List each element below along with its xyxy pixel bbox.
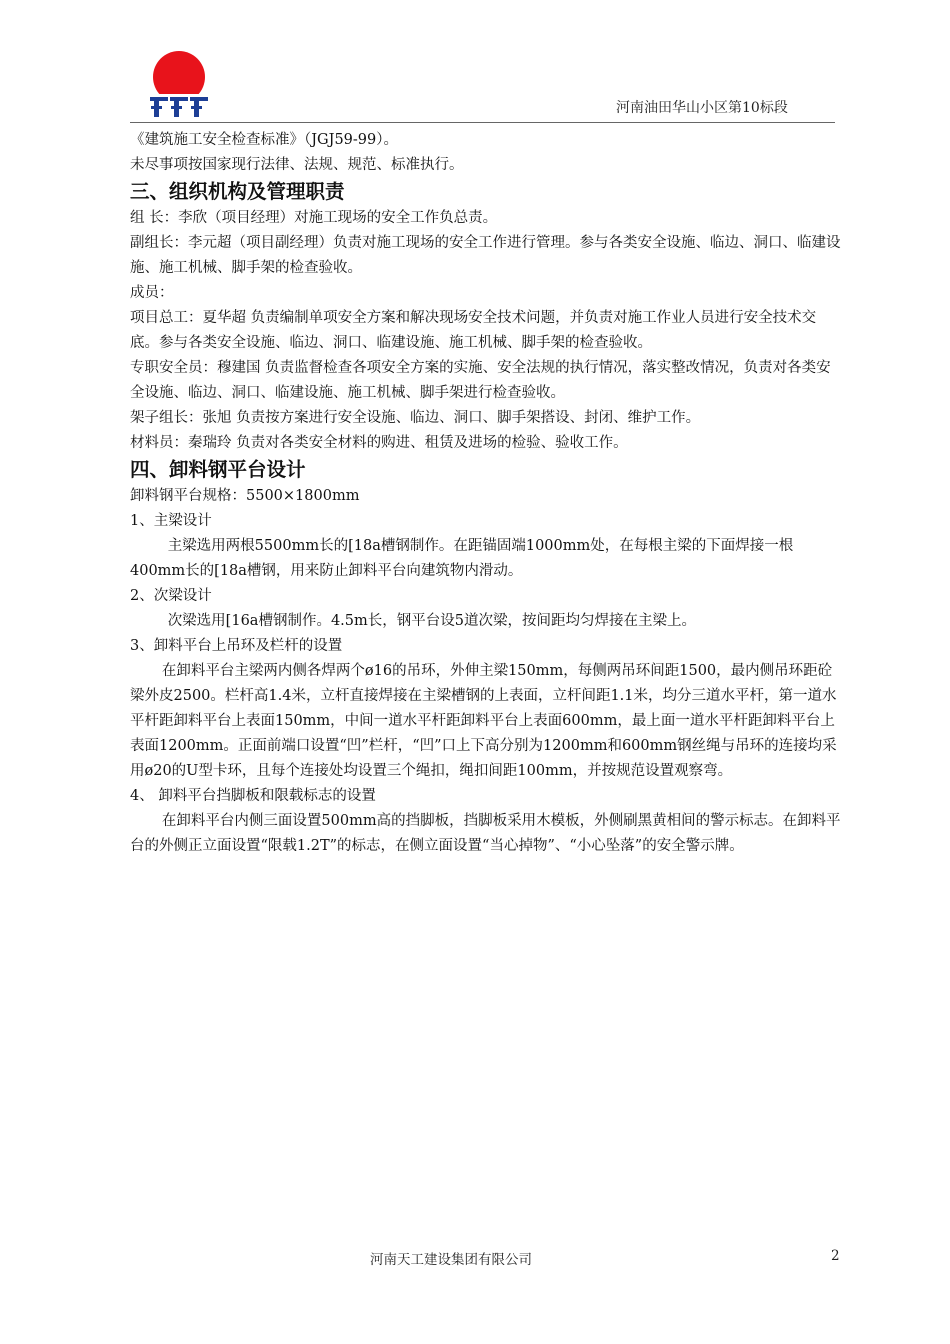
page-number: 2 [831,1248,840,1264]
org-chief-engineer: 项目总工：夏华超 负责编制单项安全方案和解决现场安全技术问题，并负责对施工作业人员进行安全技术交底。参与各类安全设施、临边、洞口、临建设施、施工机械、脚手架的检查验收。 [130,310,817,351]
org-scaffold-leader: 架子组长：张旭 负责按方案进行安全设施、临边、洞口、脚手架搭设、封闭、维护工作。 [130,410,701,426]
header-project-title: 河南油田华山小区第10标段 [616,100,788,116]
subsection-paragraph: 次梁选用[16a槽钢制作。4.5m长，钢平台设5道次梁，按间距均匀焊接在主梁上。 [167,613,696,629]
subsection-title: 4、 卸料平台挡脚板和限载标志的设置 [130,788,376,804]
org-members-label: 成员： [130,285,174,301]
subsection-title: 3、卸料平台上吊环及栏杆的设置 [130,638,343,654]
org-material-officer: 材料员：秦瑞玲 负责对各类安全材料的购进、租赁及进场的检验、验收工作。 [130,435,628,451]
document-body [130,128,842,859]
platform-spec: 卸料钢平台规格：5500×1800mm [130,488,360,504]
subsection-title: 1、主梁设计 [130,513,212,529]
subsection-paragraph: 在卸料平台内侧三面设置500mm高的挡脚板，挡脚板采用木模板，外侧刷黑黄相间的警示标志。在卸料平台的外侧正立面设置“限载1.2T”的标志，在侧立面设置“当心掉物”、“小心坠落”的安全警示牌。 [130,813,841,854]
section-heading-4: 四、卸料钢平台设计 [130,458,306,481]
text-line: 未尽事项按国家现行法律、法规、规范、标准执行。 [130,157,464,173]
org-deputy: 副组长：李元超（项目副经理）负责对施工现场的安全工作进行管理。参与各类安全设施、临边、洞口、临建设施、施工机械、脚手架的检查验收。 [130,235,841,276]
footer-company: 河南天工建设集团有限公司 [370,1252,532,1268]
text-line: 《建筑施工安全检查标准》（JGJ59-99）。 [130,132,399,148]
header-divider [130,122,835,123]
company-logo-icon [146,50,212,120]
section-heading-3: 三、组织机构及管理职责 [130,180,345,203]
subsection-paragraph: 主梁选用两根5500mm长的[18a槽钢制作。在距锚固端1000mm处，在每根主梁的下面焊接一根400mm长的[18a槽钢，用来防止卸料平台向建筑物内滑动。 [130,538,794,579]
subsection-title: 2、次梁设计 [130,588,212,604]
subsection-paragraph: 在卸料平台主梁两内侧各焊两个ø16的吊环，外伸主梁150mm，每侧两吊环间距1500，最内侧吊环距砼梁外皮2500。栏杆高1.4米，立杆直接焊接在主梁槽钢的上表面，立杆间距1.1米，均分三道水平杆，第一道水平杆距卸料平台上表面150mm，中间一道水平杆距卸料平台上表面600mm，最上面一道水平杆距卸料平台上表面1200mm。正面前端口设置“凹”栏杆，“凹”口上下高分别为1200mm和600mm钢丝绳与吊环的连接均采用ø20的U型卡环，且每个连接处均设置三个绳扣，绳扣间距100mm，并按规范设置观察弯。 [130,663,837,779]
org-leader: 组 长：李欣（项目经理）对施工现场的安全工作负总责。 [130,210,498,226]
org-safety-officer: 专职安全员：穆建国 负责监督检查各项安全方案的实施、安全法规的执行情况，落实整改情况，负责对各类安全设施、临边、洞口、临建设施、施工机械、脚手架进行检查验收。 [130,360,831,401]
